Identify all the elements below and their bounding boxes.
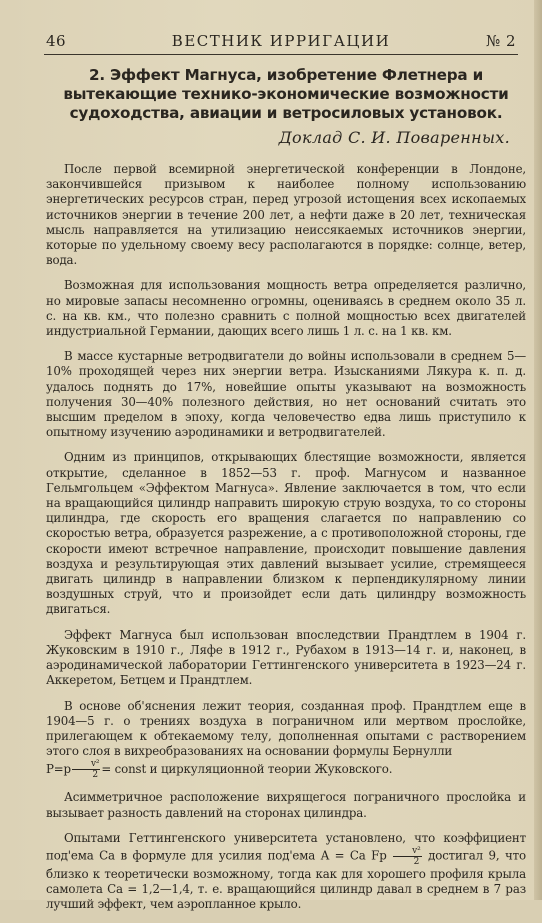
formula-lhs: P=p xyxy=(46,761,71,776)
paragraph-text: достигал 9, что близко к теоретически возможному, тогда как для хорошего профиля крыла самолета Ca = 1,2—1,4, т. е. вращающийся цилиндр давал в среднем в 7 раз лучший эффект, чем аэропланное крыло. xyxy=(46,848,526,912)
article-author: Доклад С. И. Поваренных. xyxy=(278,128,510,147)
issue-number: № 2 xyxy=(485,32,516,50)
fraction-denominator: 2 xyxy=(92,770,98,781)
paragraph: Эффект Магнуса был использован впоследствии Прандтлем в 1904 г. Жуковским в 1910 г., Ляфе в 1912 г., Рубахом в 1913—14 г. и, наконец, в аэродинамической лаборатории Геттингенского университета в 1923—24 г. Аккеретом, Бетцем и Прандтлем. xyxy=(46,627,526,688)
fraction-denominator: 2 xyxy=(413,856,420,867)
formula-fraction xyxy=(72,759,100,780)
page-number: 46 xyxy=(46,32,67,50)
article-body xyxy=(46,162,526,923)
formula-fraction xyxy=(393,846,421,867)
fraction-numerator: v² xyxy=(72,759,100,770)
bernoulli-formula xyxy=(46,759,393,781)
paragraph-text: В основе об'яснения лежит теория, созданная проф. Прандтлем еще в 1904—5 г. о трениях воздуха в пограничном или мертвом прослойке, прилегающем к обтекаемому телу, дополненная опытами с растворением этого слоя в вихреобразованиях на основании формулы Бернулли xyxy=(46,698,526,759)
paragraph: Одним из принципов, открывающих блестящие возможности, является открытие, сделанное в 1852—53 г. проф. Магнусом и названное Гельмгольцем «Эффектом Магнуса». Явление заключается в том, что если на вращающийся цилиндр направить широкую струю воздуха, то со стороны цилиндра, где скорость его вращения слагается по направлению со скоростью ветра, образуется разрежение, а с противоположной стороны, где скорости имеют встречное направление, происходит повышение давления воздуха и результирующая этих давлений вызывает усилие, стремящееся двигать цилиндр в направлении близком к перпендикулярному линии воздушных струй, что и произойдет если дать цилиндру возможность двигаться. xyxy=(46,450,526,617)
journal-title: ВЕСТНИК ИРРИГАЦИИ xyxy=(171,32,391,50)
article-title: 2. Эффект Магнуса, изобретение Флетнера и вытекающие технико-экономические возможности судоходства, авиации и ветросиловых установок. xyxy=(63,66,509,122)
paragraph-bernoulli xyxy=(46,699,526,781)
page-edge xyxy=(534,0,542,900)
paragraph: После первой всемирной энергетической конференции в Лондоне, закончившейся призывом к наиболее полному использованию энергетических ресурсов стран, перед угрозой истощения всех ископаемых источников энергии в течение 200 лет, а нефти даже в 20 лет, техническая мысль направляется на утилизацию неиссякаемых источников энергии, которые по удельному своему весу располагаются в порядке: солнце, ветер, вода. xyxy=(46,162,526,268)
running-header xyxy=(46,32,516,52)
formula-rhs: = const и циркуляционной теории Жуковского. xyxy=(101,761,393,776)
fraction-numerator: v² xyxy=(393,846,421,857)
paragraph-lift xyxy=(46,831,526,913)
paragraph-text: Опытами Геттингенского университета установлено, что коэффициент под'ема Ca в формуле для усилия под'ема A = Ca Fp xyxy=(46,830,526,863)
paragraph: Возможная для использования мощность ветра определяется различно, но мировые запасы несомненно огромны, оцениваясь в среднем около 35 л. с. на кв. км., что полезно сравнить с полной мощностью всех двигателей индустриальной Германии, дающих всего лишь 1 л. с. на 1 кв. км. xyxy=(46,278,526,339)
header-rule xyxy=(44,54,518,55)
paragraph: В массе кустарные ветродвигатели до войны использовали в среднем 5—10% проходящей через них энергии ветра. Изысканиями Лякура к. п. д. удалось поднять до 17%, новейшие опыты указывают на возможность получения 30—40% полезного действия, но нет оснований считать это высшим пределом в эпоху, когда человечество едва лишь приступило к опытному изучению аэродинамики и ветродвигателей. xyxy=(46,349,526,440)
paragraph: Асимметричное расположение вихрящегося пограничного прослойка и вызывает разность давлений на сторонах цилиндра. xyxy=(46,790,526,820)
